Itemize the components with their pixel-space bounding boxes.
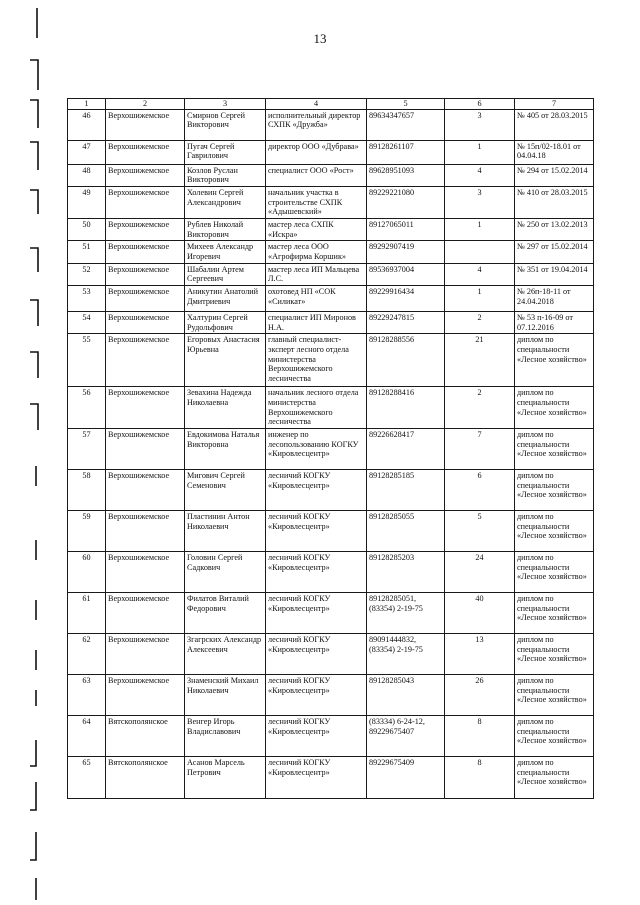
experience-cell: 26 [445,675,515,716]
qualification-cell: № 297 от 15.02.2014 [515,241,594,263]
qualification-cell: № 53 п-16-09 от 07.12.2016 [515,312,594,334]
phone-cell: 89091444832, (83354) 2-19-75 [367,634,445,675]
table-row [68,187,594,219]
position-cell: директор ООО «Дубрава» [266,140,367,164]
table-row [68,241,594,263]
row-number: 55 [68,334,106,387]
column-number: 2 [106,99,185,110]
row-number: 64 [68,716,106,757]
row-number: 54 [68,312,106,334]
district-cell: Верхошижемское [106,164,185,186]
phone-cell: 89634347657 [367,109,445,140]
qualification-cell: диплом по специальности «Лесное хозяйство» [515,593,594,634]
position-cell: исполнительный директор СХПК «Дружба» [266,109,367,140]
phone-cell: 89128285051, (83354) 2-19-75 [367,593,445,634]
column-number: 6 [445,99,515,110]
phone-cell: 89292907419 [367,241,445,263]
row-number: 65 [68,757,106,799]
phone-cell: 89229675409 [367,757,445,799]
experience-cell: 40 [445,593,515,634]
position-cell: начальник участка в строительстве СХПК «Адышевский» [266,187,367,219]
phone-cell: 89226628417 [367,429,445,470]
full-name-cell: Егоровых Анастасия Юрьевна [185,334,266,387]
experience-cell: 6 [445,470,515,511]
position-cell: лесничий КОГКУ «Кировлесцентр» [266,757,367,799]
district-cell: Верхошижемское [106,552,185,593]
full-name-cell: Головин Сергей Садкович [185,552,266,593]
experience-cell: 4 [445,164,515,186]
district-cell: Верхошижемское [106,511,185,552]
phone-cell: 89128285185 [367,470,445,511]
experience-cell: 1 [445,219,515,241]
table-row [68,593,594,634]
qualification-cell: диплом по специальности «Лесное хозяйство» [515,511,594,552]
phone-cell: 89229916434 [367,286,445,312]
table-row [68,334,594,387]
table-row [68,470,594,511]
table-row [68,140,594,164]
full-name-cell: Михеев Александр Игоревич [185,241,266,263]
qualification-cell: диплом по специальности «Лесное хозяйство» [515,634,594,675]
full-name-cell: Козлов Руслан Викторович [185,164,266,186]
table-row [68,109,594,140]
table-row [68,757,594,799]
full-name-cell: Пластинин Антон Николаевич [185,511,266,552]
qualification-cell: № 26п-18-11 от 24.04.2018 [515,286,594,312]
experience-cell: 13 [445,634,515,675]
row-number: 51 [68,241,106,263]
position-cell: мастер леса СХПК «Искра» [266,219,367,241]
row-number: 62 [68,634,106,675]
district-cell: Верхошижемское [106,387,185,429]
experience-cell: 1 [445,286,515,312]
phone-cell: 89127065011 [367,219,445,241]
position-cell: лесничий КОГКУ «Кировлесцентр» [266,716,367,757]
phone-cell: 89128288416 [367,387,445,429]
district-cell: Верхошижемское [106,187,185,219]
row-number: 50 [68,219,106,241]
row-number: 53 [68,286,106,312]
experience-cell: 24 [445,552,515,593]
column-number: 1 [68,99,106,110]
table-row [68,164,594,186]
row-number: 49 [68,187,106,219]
row-number: 63 [68,675,106,716]
qualification-cell: диплом по специальности «Лесное хозяйство» [515,387,594,429]
qualification-cell: диплом по специальности «Лесное хозяйство» [515,716,594,757]
qualification-cell: № 294 от 15.02.2014 [515,164,594,186]
experience-cell: 7 [445,429,515,470]
full-name-cell: Згагрских Александр Алексеевич [185,634,266,675]
qualification-cell: диплом по специальности «Лесное хозяйство» [515,675,594,716]
district-cell: Верхошижемское [106,263,185,285]
experience-cell [445,241,515,263]
district-cell: Верхошижемское [106,312,185,334]
phone-cell: 89229247815 [367,312,445,334]
table-row [68,716,594,757]
row-number: 61 [68,593,106,634]
qualification-cell: диплом по специальности «Лесное хозяйство» [515,552,594,593]
position-cell: лесничий КОГКУ «Кировлесцентр» [266,511,367,552]
row-number: 60 [68,552,106,593]
qualification-cell: № 15п/02-18.01 от 04.04.18 [515,140,594,164]
column-number: 3 [185,99,266,110]
phone-cell: 89128285203 [367,552,445,593]
full-name-cell: Пугач Сергей Гаврилович [185,140,266,164]
full-name-cell: Холевин Сергей Александрович [185,187,266,219]
position-cell: охотовед НП «СОК «Силикат» [266,286,367,312]
experience-cell: 1 [445,140,515,164]
table-row [68,263,594,285]
table-row [68,312,594,334]
qualification-cell: № 351 от 19.04.2014 [515,263,594,285]
column-number-row [68,99,594,110]
qualification-cell: диплом по специальности «Лесное хозяйство» [515,757,594,799]
district-cell: Верхошижемское [106,593,185,634]
full-name-cell: Знаменский Михаил Николаевич [185,675,266,716]
phone-cell: 89128288556 [367,334,445,387]
qualification-cell: диплом по специальности «Лесное хозяйство» [515,429,594,470]
district-cell: Верхошижемское [106,334,185,387]
experience-cell: 8 [445,716,515,757]
phone-cell: 89128261107 [367,140,445,164]
district-cell: Верхошижемское [106,634,185,675]
position-cell: главный специалист-эксперт лесного отдела министерства Верхошижемского лесничества [266,334,367,387]
position-cell: инженер по лесопользованию КОГКУ «Кировлесцентр» [266,429,367,470]
position-cell: мастер леса ООО «Агрофирма Коршик» [266,241,367,263]
table-row [68,675,594,716]
column-number: 5 [367,99,445,110]
position-cell: начальник лесного отдела министерства Верхошижемского лесничества [266,387,367,429]
phone-cell: 89229221080 [367,187,445,219]
district-cell: Верхошижемское [106,140,185,164]
full-name-cell: Венгер Игорь Владиславович [185,716,266,757]
table-row [68,387,594,429]
column-number: 7 [515,99,594,110]
qualification-cell: диплом по специальности «Лесное хозяйство» [515,470,594,511]
experience-cell: 21 [445,334,515,387]
phone-cell: 89628951093 [367,164,445,186]
district-cell: Верхошижемское [106,241,185,263]
district-cell: Верхошижемское [106,470,185,511]
table-row [68,634,594,675]
full-name-cell: Шабалин Артем Сергеевич [185,263,266,285]
experience-cell: 3 [445,187,515,219]
experience-cell: 3 [445,109,515,140]
district-cell: Вятскополянское [106,716,185,757]
district-cell: Верхошижемское [106,109,185,140]
district-cell: Верхошижемское [106,675,185,716]
table-row [68,511,594,552]
row-number: 57 [68,429,106,470]
full-name-cell: Асанов Марсель Петрович [185,757,266,799]
full-name-cell: Зевахина Надежда Николаевна [185,387,266,429]
district-cell: Верхошижемское [106,219,185,241]
full-name-cell: Халтурин Сергей Рудольфович [185,312,266,334]
row-number: 46 [68,109,106,140]
full-name-cell: Мигович Сергей Семенович [185,470,266,511]
position-cell: лесничий КОГКУ «Кировлесцентр» [266,675,367,716]
qualification-cell: № 410 от 28.03.2015 [515,187,594,219]
phone-cell: 89536937004 [367,263,445,285]
row-number: 47 [68,140,106,164]
position-cell: специалист ООО «Рост» [266,164,367,186]
full-name-cell: Филатов Виталий Федорович [185,593,266,634]
table-row [68,552,594,593]
full-name-cell: Смирнов Сергей Викторович [185,109,266,140]
qualification-cell: № 250 от 13.02.2013 [515,219,594,241]
full-name-cell: Рублев Николай Викторович [185,219,266,241]
table-row [68,429,594,470]
qualification-cell: диплом по специальности «Лесное хозяйство» [515,334,594,387]
phone-cell: 89128285055 [367,511,445,552]
district-cell: Вятскополянское [106,757,185,799]
position-cell: мастер леса ИП Мальцева Л.С. [266,263,367,285]
binding-marks [0,0,50,905]
position-cell: лесничий КОГКУ «Кировлесцентр» [266,552,367,593]
position-cell: лесничий КОГКУ «Кировлесцентр» [266,634,367,675]
page-number: 13 [313,31,327,46]
row-number: 56 [68,387,106,429]
table-row [68,219,594,241]
experience-cell: 2 [445,387,515,429]
experience-cell: 8 [445,757,515,799]
phone-cell: 89128285043 [367,675,445,716]
staff-table [67,98,594,799]
experience-cell: 5 [445,511,515,552]
experience-cell: 4 [445,263,515,285]
district-cell: Верхошижемское [106,286,185,312]
row-number: 52 [68,263,106,285]
table-row [68,286,594,312]
position-cell: лесничий КОГКУ «Кировлесцентр» [266,593,367,634]
full-name-cell: Аникутин Анатолий Дмитриевич [185,286,266,312]
row-number: 48 [68,164,106,186]
district-cell: Верхошижемское [106,429,185,470]
row-number: 59 [68,511,106,552]
position-cell: специалист ИП Миронов Н.А. [266,312,367,334]
full-name-cell: Евдокимова Наталья Викторовна [185,429,266,470]
column-number: 4 [266,99,367,110]
phone-cell: (83334) 6-24-12, 89229675407 [367,716,445,757]
position-cell: лесничий КОГКУ «Кировлесцентр» [266,470,367,511]
row-number: 58 [68,470,106,511]
qualification-cell: № 405 от 28.03.2015 [515,109,594,140]
experience-cell: 2 [445,312,515,334]
